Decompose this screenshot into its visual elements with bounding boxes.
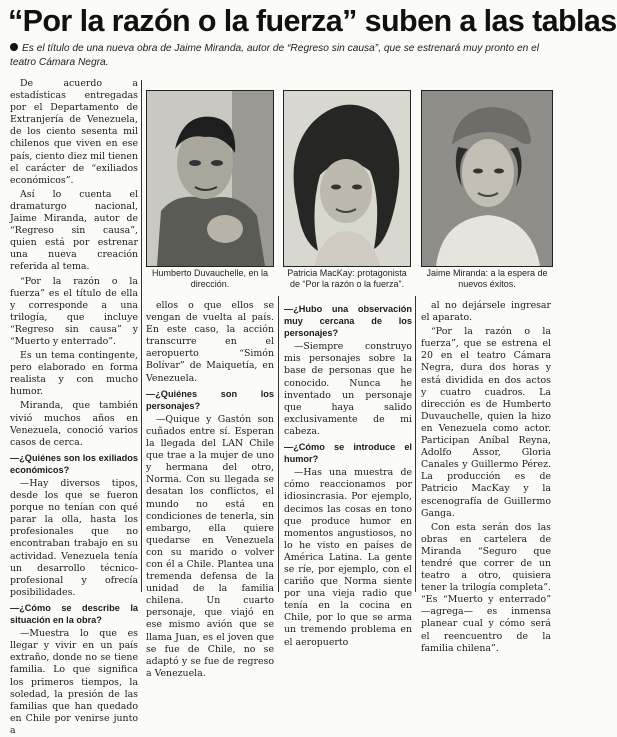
photo-jaime-miranda (421, 90, 553, 267)
photo-patricia-mackay (283, 90, 411, 267)
article-paragraph: De acuerdo a estadísticas entregadas por el Departamento de Extranjería de Venezuela, de los ciento sesenta mil chilenos que viven en ese país, ciento diez mil tienen el carácter de “exiliados económicos”. (10, 78, 138, 186)
article-column-1 (10, 78, 138, 736)
article-paragraph: —Siempre construyo mis personajes sobre la base de personas que he conocido. Nunca he inventado un personaje que haya salido exclusivamente de mi cabeza. (284, 341, 412, 437)
interview-question: —¿Cómo se introduce el humor? (284, 442, 412, 465)
photo-caption-1: Humberto Duvauchelle, en la dirección. (151, 268, 269, 289)
portrait-man-icon (147, 91, 273, 266)
subhead (10, 42, 550, 70)
photo-caption-3: Jaime Miranda: a la espera de nuevos éxitos. (426, 268, 548, 289)
article-paragraph: “Por la razón o la fuerza”, que se estrena el 20 en el teatro Cámara Negra, dura dos horas y está dividida en dos actos y cuatro cuadros. La dirección es de Humberto Duvauchelle, quien la hizo en Venezuela como actor. Participan Aníbal Reyna, Adolfo Assor, Gloria Canales y Guillermo Pérez. La producción es de Patricio MacKay y la escenografía de Guillermo Ganga. (421, 326, 551, 519)
article-paragraph: al no dejársele ingresar el aparato. (421, 300, 551, 324)
column-rule (278, 296, 279, 592)
article-paragraph: “Por la razón o la fuerza” es el título de ella y corresponde a una trilogía, que incluye “Regreso sin causa” y “Muerto y enterrado”. (10, 275, 138, 347)
article-paragraph: —Muestra lo que es llegar y vivir en un país extraño, donde no se tiene familia. Lo que significa los primeros tiempos, la soledad, la presión de las familias que han quedado en Chile por venirse junto a (10, 628, 138, 736)
interview-question: —¿Hubo una observación muy cercana de los personajes? (284, 304, 412, 339)
interview-question: —¿Cómo se describe la situación en la obra? (10, 602, 138, 626)
article-column-4 (421, 300, 551, 654)
article-paragraph: Es un tema contingente, pero elaborado en forma realista y con mucho humor. (10, 350, 138, 398)
interview-question: —¿Quiénes son los personajes? (146, 388, 274, 411)
article-paragraph: Así lo cuenta el dramaturgo nacional, Jaime Miranda, autor de “Regreso sin causa”, quien está por estrenar una nueva creación referida al tema. (10, 188, 138, 273)
column-rule (415, 296, 416, 592)
article-paragraph: —Quique y Gastón son cuñados entre sí. Esperan la llegada del LAN Chile que trae a la mujer de uno y hermana del otro, Norma. Con su llegada se desatan los conflictos, el mundo no está en condiciones de tenerla, sin embargo, ella quiere quedarse en Venezuela con su marido o volver con él a Chile. Plantea una tremenda defensa de la unidad de la familia chilena. Un cuarto personaje, que viajó en ese mismo avión que se llama Juan, es el joven que se fue de Chile, no se adaptó y se fue de regreso a Venezuela. (146, 413, 274, 679)
headline: “Por la razón o la fuerza” suben a las tablas (8, 4, 617, 38)
article-paragraph: Miranda, que también vivió muchos años en Venezuela, conoció varios casos de cerca. (10, 400, 138, 448)
subhead-text: Es el título de una nueva obra de Jaime Miranda, autor de “Regreso sin causa”, que se estrenará muy pronto en el teatro Cámara Negra. (10, 43, 540, 68)
photo-humberto-duvauchelle (146, 90, 274, 267)
portrait-young-man-icon (422, 91, 552, 266)
interview-question: —¿Quiénes son los exiliados económicos? (10, 452, 138, 475)
bullet-icon (10, 43, 18, 51)
photo-caption-2: Patricia MacKay: protagonista de “Por la razón o la fuerza”. (287, 268, 407, 289)
article-paragraph: —Hay diversos tipos, desde los que se fueron porque no tenían con qué parar la olla, hasta los profesionales que no encontraban trabajo en su actividad. Venezuela tenía un desarrollo técnico-profesional y ofrecía posibilidades. (10, 478, 138, 598)
column-rule (141, 80, 142, 592)
article-paragraph: —Has una muestra de cómo reaccionamos por idiosincrasia. Por ejemplo, decimos las cosas en tono que produce humor en momentos angustiosos, no lo he visto en países de América Latina. La gente se ríe, por ejemplo, con el cariño que Norma siente por una vieja radio que tenía en la cocina en Chile, por lo que se arma un tremendo problema en el aeropuerto (284, 467, 412, 648)
portrait-woman-icon (284, 91, 410, 266)
article-column-2 (146, 300, 274, 679)
article-paragraph: ellos o que ellos se vengan de vuelta al país. En este caso, la acción transcurre en el aeropuerto “Simón Bolívar” de Maiquetía, en Venezuela. (146, 300, 274, 384)
article-paragraph: Con esta serán dos las obras en cartelera de Miranda “Seguro que tendré que correr de un teatro a otro, quisiera tener la trilogía completa”. “Es “Muerto y enterrado” —agrega— es inmensa planear cual y cómo será el reencuentro de la familia chilena”. (421, 521, 551, 654)
article-column-3 (284, 300, 412, 648)
